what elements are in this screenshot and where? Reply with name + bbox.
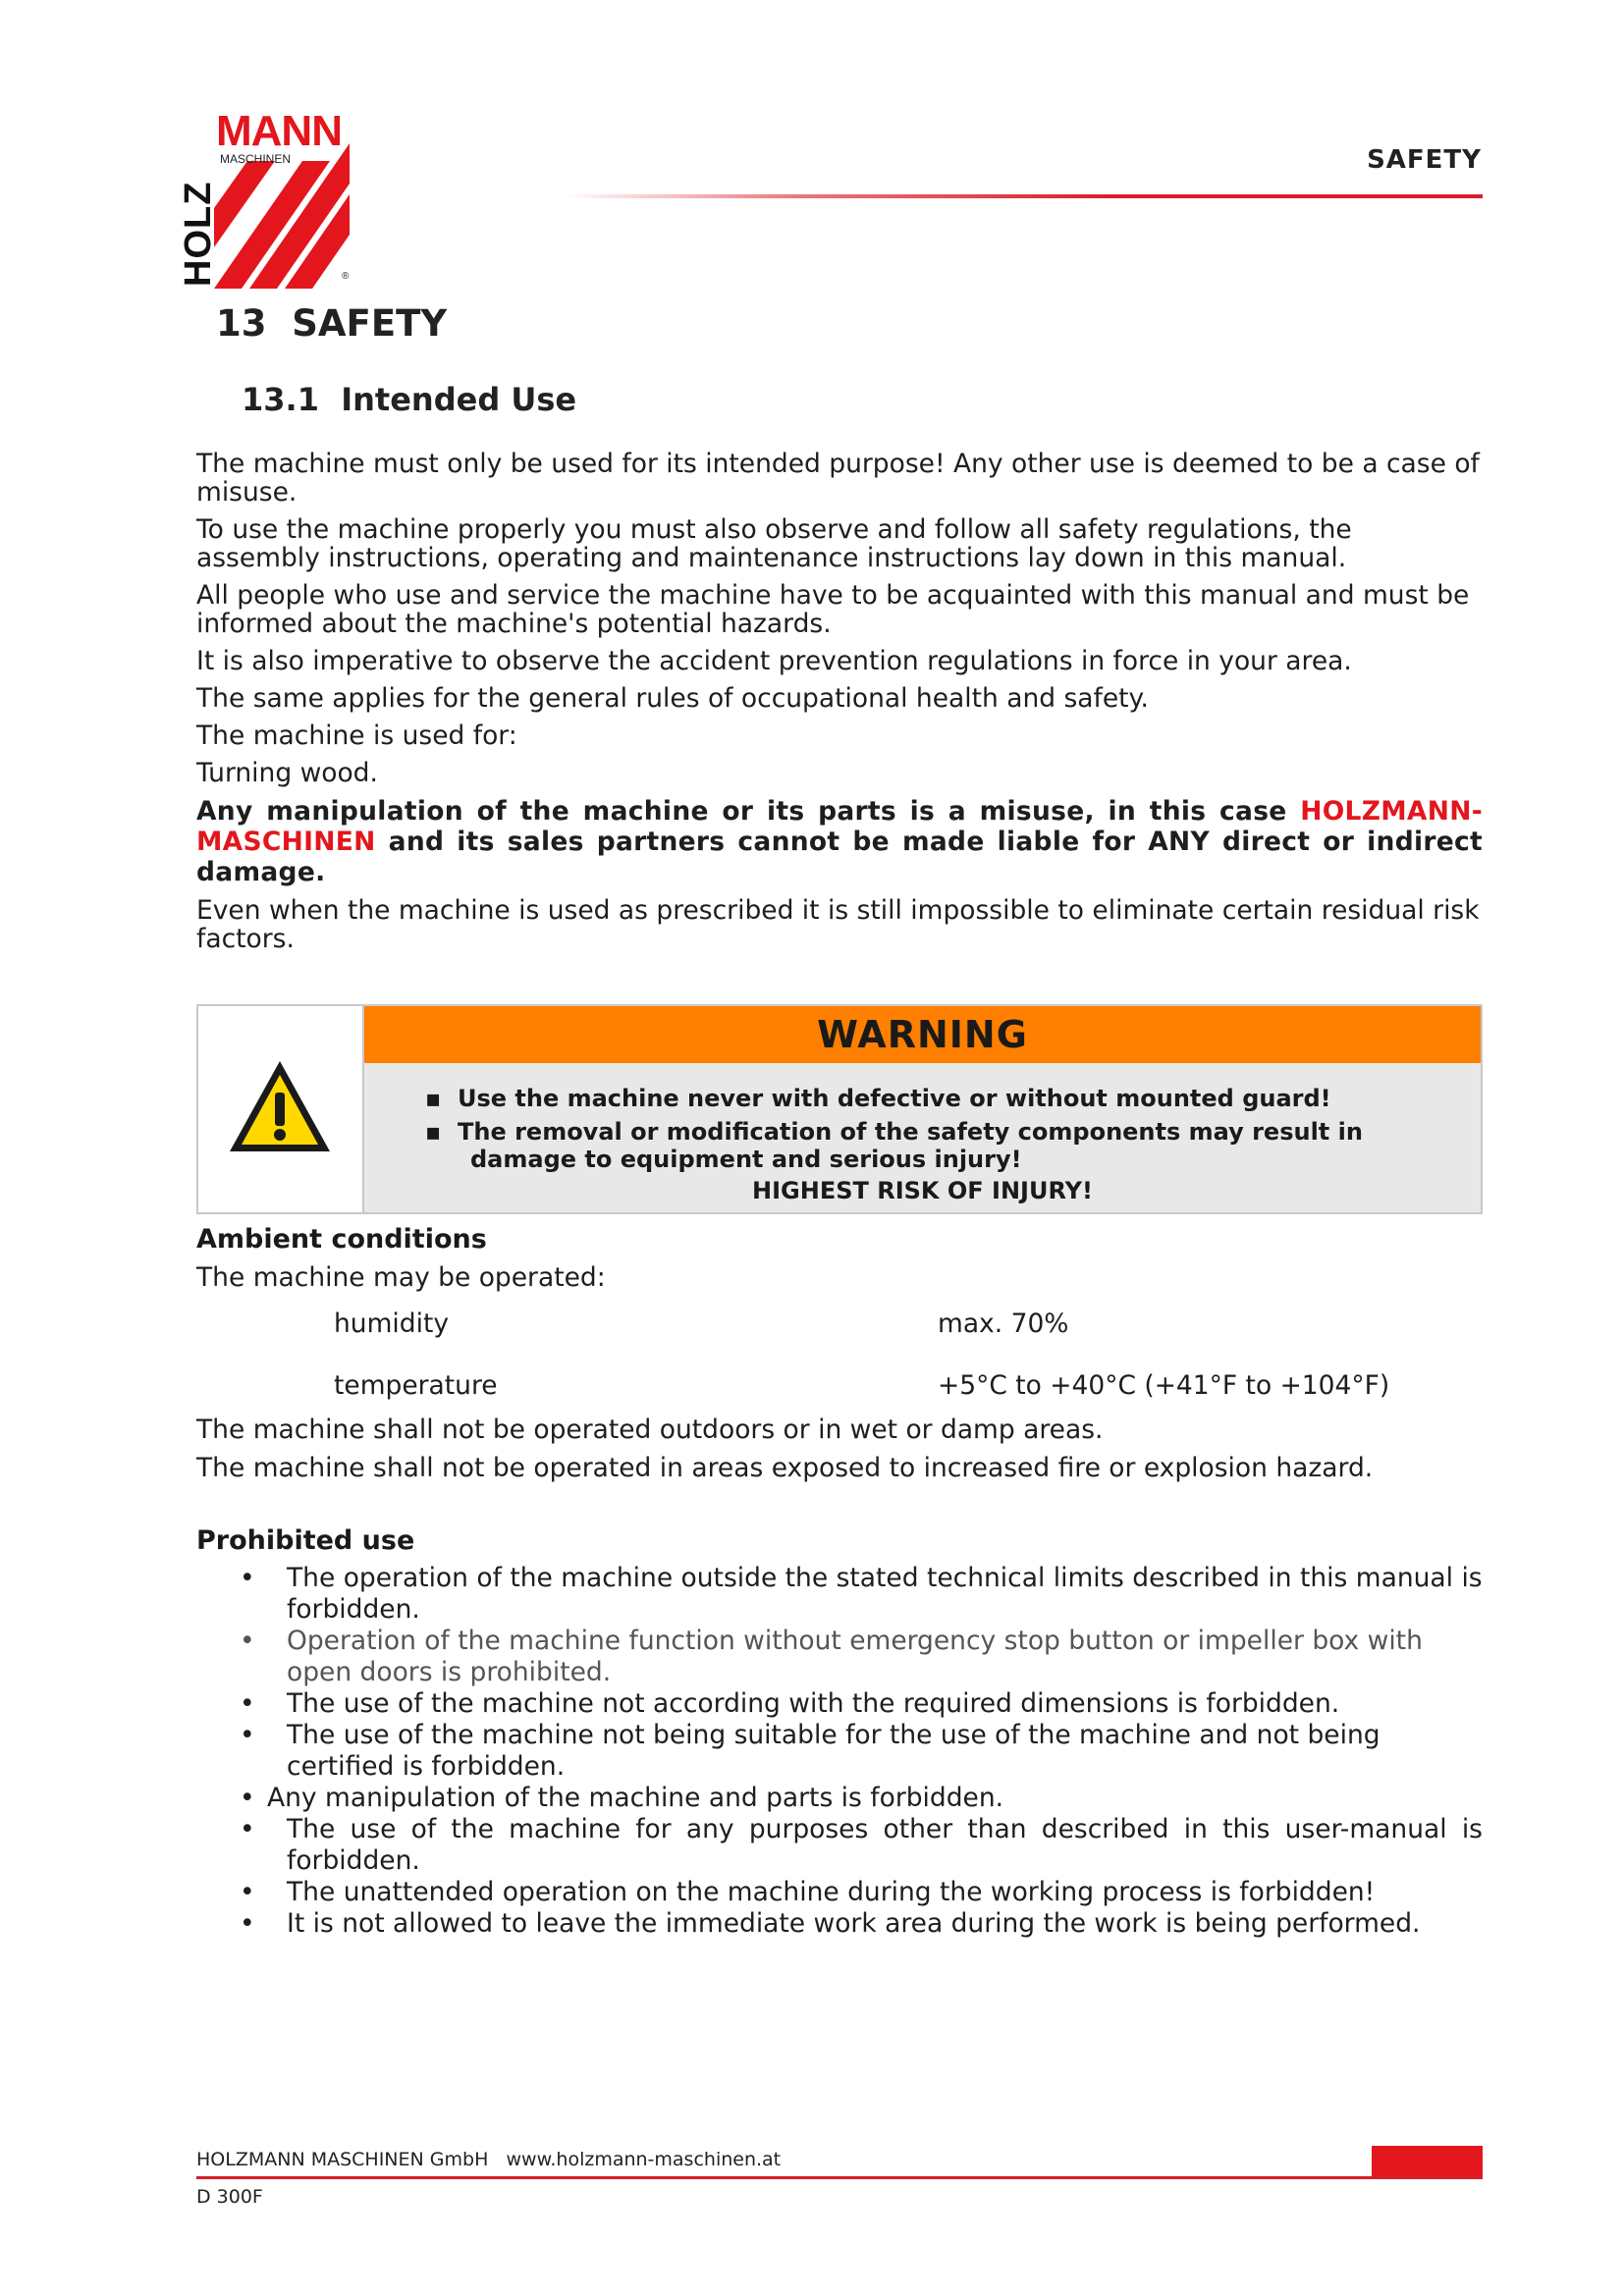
intro-paragraph-3: All people who use and service the machine have to be acquainted with this manual and must be informed about the machine's potential hazards. bbox=[196, 580, 1470, 639]
warning-title: WARNING bbox=[364, 1006, 1481, 1063]
warning-bullet: ▪ bbox=[425, 1118, 442, 1146]
list-item bbox=[236, 1877, 1483, 1908]
ambient-heading: Ambient conditions bbox=[196, 1224, 487, 1255]
ambient-temperature-value: +5°C to +40°C (+41°F to +104°F) bbox=[938, 1370, 1390, 1401]
prohibited-heading: Prohibited use bbox=[196, 1525, 415, 1556]
section-number: 13.1 bbox=[242, 381, 319, 418]
liability-notice bbox=[196, 796, 1483, 887]
warning-item-2 bbox=[425, 1118, 1363, 1146]
list-item-text: It is not allowed to leave the immediate work area during the work is being performed. bbox=[287, 1908, 1421, 1939]
bullet-glyph: • bbox=[240, 1626, 255, 1656]
intro-paragraph-4: It is also imperative to observe the accident prevention regulations in force in your area. bbox=[196, 646, 1352, 676]
intended-use-text bbox=[196, 450, 1483, 962]
intro-paragraph-1: The machine must only be used for its intended purpose! Any other use is deemed to be a case of misuse. bbox=[196, 449, 1480, 507]
intro-paragraph-8: Even when the machine is used as prescribed it is still impossible to eliminate certain residual risk factors. bbox=[196, 895, 1480, 954]
warning-box bbox=[196, 1004, 1483, 1214]
warning-item-2-line-1: The removal or modification of the safety components may result in bbox=[457, 1118, 1363, 1146]
list-item bbox=[236, 1563, 1483, 1626]
warning-triangle-icon bbox=[226, 1057, 334, 1155]
footer-company-line bbox=[196, 2149, 781, 2170]
prohibited-list bbox=[236, 1563, 1483, 1940]
list-item bbox=[236, 1783, 1483, 1814]
list-item-text: The use of the machine not according with the required dimensions is forbidden. bbox=[287, 1688, 1340, 1719]
logo-word-mann: MANN bbox=[216, 107, 342, 155]
footer-divider bbox=[196, 2176, 1483, 2179]
bullet-glyph: • bbox=[240, 1688, 255, 1719]
bullet-glyph: • bbox=[240, 1783, 255, 1813]
warning-item-1-text: Use the machine never with defective or without mounted guard! bbox=[457, 1085, 1331, 1112]
brand-name: HOLZMANN-MASCHINEN bbox=[196, 796, 1483, 857]
section-title bbox=[242, 381, 576, 418]
list-item-text: The unattended operation on the machine during the working process is forbidden! bbox=[287, 1877, 1376, 1907]
bullet-glyph: • bbox=[240, 1814, 255, 1844]
ambient-note-2: The machine shall not be operated in areas exposed to increased fire or explosion hazard. bbox=[196, 1453, 1374, 1483]
warning-icon-cell bbox=[198, 1006, 364, 1212]
intro-paragraph-6: The machine is used for: bbox=[196, 721, 517, 751]
logo-registered-mark: ® bbox=[342, 271, 350, 282]
ambient-humidity-value: max. 70% bbox=[938, 1308, 1069, 1339]
warning-body bbox=[364, 1063, 1481, 1212]
list-item bbox=[236, 1626, 1483, 1688]
list-item-text: The use of the machine for any purposes other than described in this user-manual is forbidden. bbox=[287, 1814, 1483, 1876]
chapter-number: 13 bbox=[216, 302, 267, 345]
warning-bullet: ▪ bbox=[425, 1085, 442, 1112]
chapter-title bbox=[216, 302, 447, 345]
list-item bbox=[236, 1908, 1483, 1940]
list-item bbox=[236, 1814, 1483, 1877]
bullet-glyph: • bbox=[240, 1720, 255, 1750]
ambient-intro: The machine may be operated: bbox=[196, 1262, 606, 1293]
ambient-temperature-label: temperature bbox=[334, 1370, 498, 1401]
intro-paragraph-7: Turning wood. bbox=[196, 758, 378, 788]
logo-word-holz: HOLZ bbox=[178, 181, 219, 287]
intro-paragraph-2: To use the machine properly you must also observe and follow all safety regulations, the assembly instructions, operating and maintenance instructions lay down in this manual. bbox=[196, 514, 1352, 573]
warning-item-2-cont: damage to equipment and serious injury! bbox=[470, 1146, 1022, 1173]
liability-text-pre: Any manipulation of the machine or its parts is a misuse, in this case bbox=[196, 796, 1301, 827]
warning-footer: HIGHEST RISK OF INJURY! bbox=[752, 1177, 1093, 1204]
footer-company: HOLZMANN MASCHINEN GmbH bbox=[196, 2149, 489, 2170]
logo-graphic bbox=[178, 107, 369, 289]
warning-item-1 bbox=[425, 1085, 1331, 1112]
holzmann-logo bbox=[178, 107, 369, 289]
bullet-glyph: • bbox=[240, 1908, 255, 1939]
list-item-text: Operation of the machine function without emergency stop button or impeller box with open doors is prohibited. bbox=[287, 1626, 1423, 1687]
logo-word-maschinen: MASCHINEN bbox=[220, 152, 292, 166]
intro-paragraph-5: The same applies for the general rules of occupational health and safety. bbox=[196, 683, 1149, 714]
liability-text-post: and its sales partners cannot be made liable for ANY direct or indirect damage. bbox=[196, 827, 1483, 887]
ambient-note-1: The machine shall not be operated outdoors or in wet or damp areas. bbox=[196, 1415, 1104, 1445]
list-item-text: Any manipulation of the machine and parts is forbidden. bbox=[267, 1783, 1004, 1813]
footer-website[interactable]: www.holzmann-maschinen.at bbox=[506, 2149, 782, 2170]
list-item-text: The operation of the machine outside the stated technical limits described in this manual is forbidden. bbox=[287, 1563, 1483, 1625]
footer-red-block bbox=[1372, 2146, 1483, 2178]
bullet-glyph: • bbox=[240, 1563, 255, 1593]
footer-model: D 300F bbox=[196, 2186, 263, 2208]
list-item bbox=[236, 1688, 1483, 1720]
header-section-title: SAFETY bbox=[1367, 145, 1482, 175]
ambient-humidity-label: humidity bbox=[334, 1308, 450, 1339]
bullet-glyph: • bbox=[240, 1877, 255, 1907]
chapter-title-text: SAFETY bbox=[292, 302, 448, 345]
list-item bbox=[236, 1720, 1483, 1783]
list-item-text: The use of the machine not being suitable for the use of the machine and not being certified is forbidden. bbox=[287, 1720, 1380, 1782]
section-title-text: Intended Use bbox=[341, 381, 577, 418]
header-divider bbox=[565, 194, 1483, 198]
